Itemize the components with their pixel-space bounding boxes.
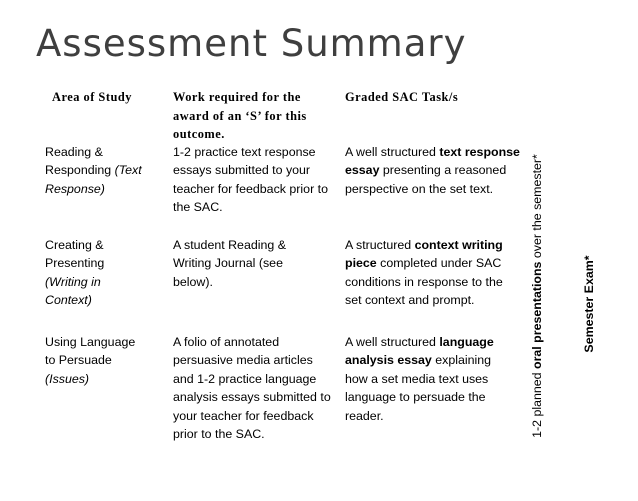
header-work-required: Work required for the award of an ‘S’ for this outcome.: [173, 90, 307, 141]
row3-area: Using Language to Persuade (Issues): [45, 335, 136, 386]
row3-work: A folio of annotated persuasive media articles and 1-2 practice language analysis essays submitted to your teacher for feedback prior to the SAC.: [173, 335, 331, 442]
page-title: Assessment Summary: [36, 22, 467, 65]
row3-task: A well structured language analysis essay explaining how a set media text uses language to persuade the reader.: [345, 335, 494, 423]
semester-exam-note: Semester Exam*: [582, 255, 596, 353]
oral-presentations-note: 1-2 planned oral presentations over the semester*: [530, 154, 544, 438]
row2-work: A student Reading & Writing Journal (see below).: [173, 238, 286, 289]
header-area-of-study: Area of Study: [52, 90, 132, 104]
row1-task: A well structured text response essay presenting a reasoned perspective on the set text.: [345, 145, 520, 196]
row2-area: Creating & Presenting (Writing in Context): [45, 238, 105, 308]
row2-task: A structured context writing piece completed under SAC conditions in response to the set context and prompt.: [345, 238, 503, 308]
row1-work: 1-2 practice text response essays submitted to your teacher for feedback prior to the SAC.: [173, 145, 328, 215]
row1-area: Reading & Responding (Text Response): [45, 145, 142, 196]
header-graded-sac: Graded SAC Task/s: [345, 90, 459, 104]
